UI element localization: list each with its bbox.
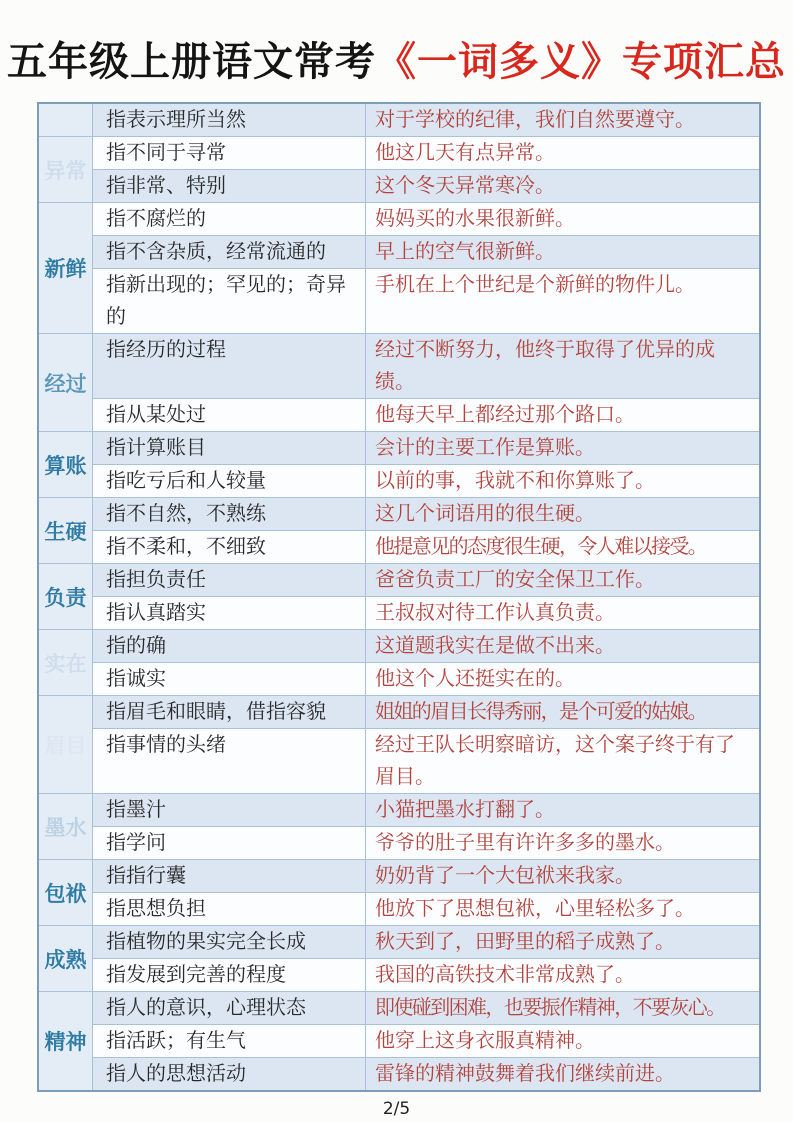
definition-cell: 指认真踏实	[93, 597, 366, 629]
group-rows	[93, 564, 759, 629]
table-row	[93, 137, 759, 169]
example-cell: 姐姐的眉目长得秀丽，是个可爱的姑娘。	[375, 701, 707, 723]
table-row	[93, 203, 759, 235]
word-label: 实在	[44, 651, 87, 676]
example-cell: 奶奶背了一个大包袱来我家。	[375, 865, 635, 887]
group-rows	[93, 992, 759, 1090]
word-cell	[39, 696, 93, 793]
word-group	[39, 991, 759, 1090]
example-cell: 经过王队长明察暗访，这个案子终于有了眉目。	[375, 734, 735, 788]
group-rows	[93, 498, 759, 563]
definition-cell: 指指行囊	[93, 860, 366, 892]
word-group	[39, 104, 759, 136]
example-cell: 他提意见的态度很生硬，令人难以接受。	[375, 536, 707, 558]
group-rows	[93, 203, 759, 333]
table-row	[93, 892, 759, 925]
definition-cell: 指表示理所当然	[93, 104, 366, 136]
definition-cell: 指不自然，不熟练	[93, 498, 366, 530]
table-row	[93, 958, 759, 991]
definition-cell: 指计算账目	[93, 432, 366, 464]
word-cell	[39, 137, 93, 202]
group-rows	[93, 432, 759, 497]
table-row	[93, 826, 759, 859]
page-number: 2/5	[382, 1099, 411, 1119]
example-cell: 爷爷的肚子里有许许多多的墨水。	[375, 832, 675, 854]
table-row	[93, 860, 759, 892]
word-label: 精神	[44, 1030, 87, 1054]
word-cell	[39, 498, 93, 563]
word-group	[39, 136, 759, 202]
definition-cell: 指不含杂质，经常流通的	[93, 236, 366, 268]
example-cell: 早上的空气很新鲜。	[375, 241, 555, 263]
table-row	[93, 992, 759, 1024]
table-row	[93, 1024, 759, 1057]
definition-cell: 指思想负担	[93, 893, 366, 925]
definition-cell: 指人的意识，心理状态	[93, 992, 366, 1024]
word-group	[39, 859, 759, 925]
word-group	[39, 925, 759, 991]
group-rows	[93, 794, 759, 859]
definition-cell: 指墨汁	[93, 794, 366, 826]
group-rows	[93, 137, 759, 202]
definition-cell: 指学问	[93, 827, 366, 859]
word-label: 新鲜	[44, 257, 87, 281]
word-group	[39, 695, 759, 793]
word-label: 墨水	[44, 815, 87, 840]
word-label: 成熟	[44, 947, 87, 972]
example-cell: 手机在上个世纪是个新鲜的物件儿。	[375, 274, 695, 296]
polysemy-table	[37, 102, 761, 1092]
definition-cell: 指不腐烂的	[93, 203, 366, 235]
word-group	[39, 629, 759, 695]
word-cell	[39, 794, 93, 859]
group-rows	[93, 334, 759, 431]
word-label	[45, 730, 87, 760]
example-cell: 他每天早上都经过那个路口。	[375, 404, 635, 426]
word-group	[39, 333, 759, 431]
word-group	[39, 202, 759, 333]
group-rows	[93, 696, 759, 793]
definition-cell: 指活跃；有生气	[93, 1025, 366, 1057]
word-cell	[39, 630, 93, 695]
table-row	[93, 926, 759, 958]
table-row	[93, 596, 759, 629]
word-cell	[39, 104, 93, 136]
definition-cell: 指担负责任	[93, 564, 366, 596]
group-rows	[93, 860, 759, 925]
definition-cell: 指非常、特别	[93, 170, 366, 202]
definition-cell: 指植物的果实完全长成	[93, 926, 366, 958]
table-row	[93, 498, 759, 530]
word-label: 经过	[44, 371, 87, 396]
group-rows	[93, 104, 759, 136]
table-row	[93, 235, 759, 268]
example-cell: 他这个人还挺实在的。	[375, 668, 575, 690]
table-row	[93, 530, 759, 563]
table-row	[93, 564, 759, 596]
group-rows	[93, 630, 759, 695]
example-cell: 妈妈买的水果很新鲜。	[375, 208, 575, 230]
example-cell: 以前的事，我就不和你算账了。	[375, 470, 655, 492]
word-label: 负责	[44, 585, 87, 610]
example-cell: 他放下了思想包袱，心里轻松多了。	[375, 898, 695, 920]
word-group	[39, 793, 759, 859]
example-cell: 他穿上这身衣服真精神。	[375, 1030, 595, 1052]
word-label: 生硬	[44, 519, 87, 544]
definition-cell: 指人的思想活动	[93, 1058, 366, 1090]
word-cell	[39, 992, 93, 1090]
table-row	[93, 696, 759, 728]
word-group	[39, 497, 759, 563]
table-row	[93, 104, 759, 136]
word-group	[39, 431, 759, 497]
word-cell	[39, 432, 93, 497]
word-label: 包袱	[44, 881, 87, 906]
word-cell	[39, 860, 93, 925]
page-title-black: 五年级上册语文常考	[7, 39, 376, 84]
example-cell: 即使碰到困难，也要振作精神，不要灰心。	[375, 997, 725, 1019]
page-title	[0, 0, 793, 87]
example-cell: 经过不断努力，他终于取得了优异的成绩。	[375, 339, 715, 393]
example-cell: 会计的主要工作是算账。	[375, 437, 595, 459]
table-row	[93, 268, 759, 333]
example-cell: 雷锋的精神鼓舞着我们继续前进。	[375, 1063, 675, 1085]
group-rows	[93, 926, 759, 991]
word-cell	[39, 203, 93, 333]
definition-cell: 指发展到完善的程度	[93, 959, 366, 991]
definition-cell: 指吃亏后和人较量	[93, 465, 366, 497]
word-label: 算账	[44, 453, 87, 478]
word-cell	[39, 564, 93, 629]
definition-cell: 指诚实	[93, 663, 366, 695]
definition-cell: 指眉毛和眼睛，借指容貌	[93, 696, 366, 728]
example-cell: 这个冬天异常寒冷。	[375, 175, 555, 197]
table-row	[93, 169, 759, 202]
definition-cell: 指新出现的；罕见的；奇异的	[93, 269, 366, 333]
word-cell	[39, 334, 93, 431]
word-group	[39, 563, 759, 629]
example-cell: 他这几天有点异常。	[375, 142, 555, 164]
example-cell: 这道题我实在是做不出来。	[375, 635, 615, 657]
example-cell: 对于学校的纪律，我们自然要遵守。	[375, 109, 695, 131]
table-row	[93, 334, 759, 398]
example-cell: 爸爸负责工厂的安全保卫工作。	[375, 569, 655, 591]
table-row	[93, 464, 759, 497]
table-row	[93, 1057, 759, 1090]
table-row	[93, 794, 759, 826]
word-label: 异常	[44, 158, 87, 183]
example-cell: 这几个词语用的很生硬。	[375, 503, 595, 525]
example-cell: 我国的高铁技术非常成熟了。	[375, 964, 635, 986]
definition-cell: 指事情的头绪	[93, 729, 366, 793]
definition-cell: 指从某处过	[93, 399, 366, 431]
table-row	[93, 630, 759, 662]
example-cell: 秋天到了，田野里的稻子成熟了。	[375, 931, 675, 953]
definition-cell: 指经历的过程	[93, 334, 366, 398]
table-row	[93, 662, 759, 695]
definition-cell: 指不柔和，不细致	[93, 531, 366, 563]
example-cell: 王叔叔对待工作认真负责。	[375, 602, 615, 624]
example-cell: 小猫把墨水打翻了。	[375, 799, 555, 821]
definition-cell: 指不同于寻常	[93, 137, 366, 169]
definition-cell: 指的确	[93, 630, 366, 662]
page-title-red: 《一词多义》专项汇总	[376, 39, 786, 84]
word-cell	[39, 926, 93, 991]
table-row	[93, 728, 759, 793]
table-row	[93, 398, 759, 431]
table-row	[93, 432, 759, 464]
